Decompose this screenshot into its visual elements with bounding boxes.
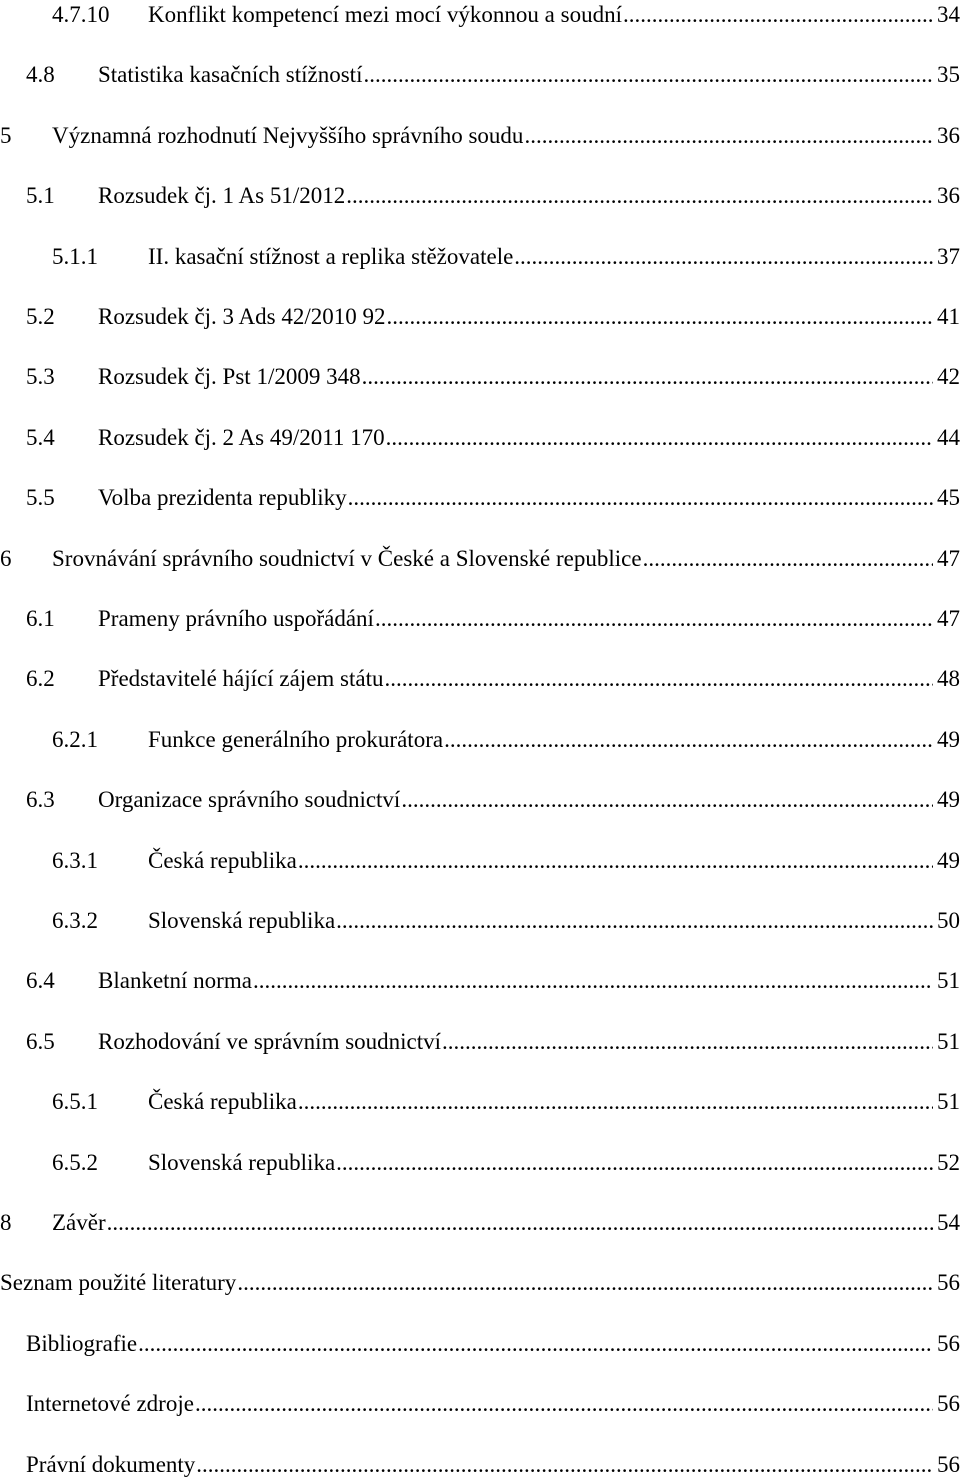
- toc-entry[interactable]: [0, 483, 960, 513]
- toc-entry-number: 6.5.1: [52, 1089, 98, 1115]
- toc-entry[interactable]: [0, 966, 960, 996]
- dot-leader: [138, 1329, 933, 1359]
- dot-leader: [363, 60, 933, 90]
- toc-entry-number: 6: [0, 545, 12, 571]
- toc-entry[interactable]: [0, 302, 960, 332]
- toc-entry-title: Volba prezidenta republiky: [98, 485, 347, 511]
- toc-entry-title: Rozsudek čj. Pst 1/2009 348: [98, 364, 361, 390]
- toc-entry-number: 5.3: [26, 364, 55, 390]
- toc-entry[interactable]: [0, 846, 960, 876]
- toc-entry-number: 6.2.1: [52, 726, 98, 752]
- toc-entry[interactable]: [0, 1027, 960, 1057]
- toc-entry-page: 37: [937, 243, 960, 269]
- toc-entry-title: Slovenská republika: [148, 1149, 336, 1175]
- toc-entry[interactable]: [0, 423, 960, 453]
- toc-entry-title: Internetové zdroje: [26, 1391, 194, 1417]
- toc-entry-title: Bibliografie: [26, 1330, 138, 1356]
- toc-entry[interactable]: [0, 604, 960, 634]
- toc-entry-page: 45: [937, 485, 960, 511]
- toc-entry-title: Významná rozhodnutí Nejvyššího správního soudu: [52, 122, 524, 148]
- toc-entry-title: Česká republika: [148, 847, 297, 873]
- toc-entry[interactable]: [0, 664, 960, 694]
- toc-entry[interactable]: [0, 181, 960, 211]
- toc-entry[interactable]: [0, 362, 960, 392]
- toc-entry[interactable]: [0, 1208, 960, 1238]
- toc-entry-title: Rozsudek čj. 2 As 49/2011 170: [98, 424, 385, 450]
- toc-entry-number: 8: [0, 1210, 12, 1235]
- dot-leader: [195, 1389, 933, 1419]
- toc-entry-number: 6.3.1: [52, 847, 98, 873]
- toc-entry-page: 48: [937, 666, 960, 692]
- dot-leader: [237, 1268, 933, 1298]
- toc-entry[interactable]: [0, 544, 960, 574]
- toc-entry-number: 6.1: [26, 606, 55, 631]
- toc-entry-title: Srovnávání správního soudnictví v České a Slovenské republice: [52, 545, 642, 571]
- toc-entry-title: Rozsudek čj. 3 Ads 42/2010 92: [98, 304, 386, 329]
- toc-entry[interactable]: [0, 0, 960, 30]
- toc-entry-page: 56: [937, 1391, 960, 1417]
- toc-entry[interactable]: [0, 785, 960, 815]
- toc-entry-page: 44: [937, 424, 960, 450]
- toc-entry-title: Konflikt kompetencí mezi mocí výkonnou a soudní: [148, 2, 622, 27]
- toc-entry-title: Blanketní norma: [98, 968, 252, 994]
- dot-leader: [336, 1148, 933, 1178]
- toc-entry-page: 49: [937, 787, 960, 813]
- toc-entry-page: 51: [937, 1028, 960, 1054]
- dot-leader: [442, 1027, 933, 1057]
- dot-leader: [348, 483, 933, 513]
- toc-entry-page: 50: [937, 908, 960, 933]
- dot-leader: [401, 785, 933, 815]
- toc-entry-number: 5.1.1: [52, 243, 98, 269]
- dot-leader: [336, 906, 933, 936]
- toc-entry-page: 49: [937, 847, 960, 873]
- toc-entry[interactable]: [0, 60, 960, 90]
- toc-entry-number: 6.3: [26, 787, 55, 813]
- toc-entry-page: 41: [937, 304, 960, 329]
- toc-entry[interactable]: [0, 1389, 960, 1419]
- dot-leader: [444, 725, 933, 755]
- toc-entry-page: 51: [937, 968, 960, 994]
- toc-entry[interactable]: [0, 1087, 960, 1117]
- toc-entry-number: 6.2: [26, 666, 55, 692]
- dot-leader: [107, 1208, 933, 1238]
- toc-entry-number: 6.3.2: [52, 908, 98, 933]
- toc-entry-title: Funkce generálního prokurátora: [148, 726, 444, 752]
- toc-entry-page: 51: [937, 1089, 960, 1115]
- toc-entry-title: Statistika kasačních stížností: [98, 62, 363, 88]
- toc-entry[interactable]: [0, 906, 960, 936]
- toc-entry-title: Rozhodování ve správním soudnictví: [98, 1028, 442, 1054]
- toc-entry[interactable]: [0, 121, 960, 151]
- toc-entry-number: 6.5: [26, 1028, 55, 1054]
- toc-entry-number: 5.5: [26, 485, 55, 511]
- dot-leader: [514, 242, 933, 272]
- toc-entry-page: 49: [937, 726, 960, 752]
- dot-leader: [253, 966, 933, 996]
- toc-entry-title: Právní dokumenty: [26, 1451, 196, 1477]
- toc-entry-page: 56: [937, 1330, 960, 1356]
- toc-entry[interactable]: [0, 242, 960, 272]
- toc-entry-title: Česká republika: [148, 1089, 297, 1115]
- toc-entry-number: 5.4: [26, 424, 55, 450]
- toc-entry-number: 5: [0, 122, 12, 148]
- dot-leader: [524, 121, 933, 151]
- toc-entry[interactable]: [0, 1148, 960, 1178]
- dot-leader: [387, 302, 934, 332]
- toc-entry-page: 34: [937, 2, 960, 27]
- toc-entry-page: 36: [937, 122, 960, 148]
- toc-entry-page: 52: [937, 1149, 960, 1175]
- dot-leader: [362, 362, 933, 392]
- dot-leader: [375, 604, 933, 634]
- toc-entry-title: Slovenská republika: [148, 908, 336, 933]
- dot-leader: [298, 846, 933, 876]
- dot-leader: [623, 0, 933, 30]
- toc-entry-title: II. kasační stížnost a replika stěžovatele: [148, 243, 514, 269]
- toc-entry-number: 6.5.2: [52, 1149, 98, 1175]
- toc-entry-page: 42: [937, 364, 960, 390]
- dot-leader: [196, 1450, 933, 1480]
- toc-entry-title: Prameny právního uspořádání: [98, 606, 374, 631]
- toc-entry-title: Organizace správního soudnictví: [98, 787, 401, 813]
- toc-entry[interactable]: [0, 725, 960, 755]
- toc-entry-page: 35: [937, 62, 960, 88]
- toc-entry[interactable]: [0, 1268, 960, 1298]
- dot-leader: [643, 544, 933, 574]
- toc-entry-number: 5.2: [26, 304, 55, 329]
- toc-entry-title: Seznam použité literatury: [0, 1270, 237, 1296]
- toc-entry-title: Závěr: [52, 1210, 106, 1235]
- toc-entry-number: 6.4: [26, 968, 55, 994]
- toc-entry-number: 5.1: [26, 183, 55, 209]
- dot-leader: [346, 181, 933, 211]
- toc-entry-page: 56: [937, 1270, 960, 1296]
- dot-leader: [386, 423, 933, 453]
- toc-entry[interactable]: [0, 1329, 960, 1359]
- toc-entry-number: 4.8: [26, 62, 55, 88]
- toc-entry-page: 36: [937, 183, 960, 209]
- toc-entry-title: Rozsudek čj. 1 As 51/2012: [98, 183, 346, 209]
- toc-entry-title: Představitelé hájící zájem státu: [98, 666, 384, 692]
- toc-entry-page: 56: [937, 1451, 960, 1477]
- toc-entry-page: 47: [937, 545, 960, 571]
- dot-leader: [298, 1087, 933, 1117]
- dot-leader: [384, 664, 933, 694]
- toc-entry-number: 4.7.10: [52, 2, 110, 27]
- toc-entry-page: 47: [937, 606, 960, 631]
- toc-entry[interactable]: [0, 1450, 960, 1480]
- toc-entry-page: 54: [937, 1210, 960, 1235]
